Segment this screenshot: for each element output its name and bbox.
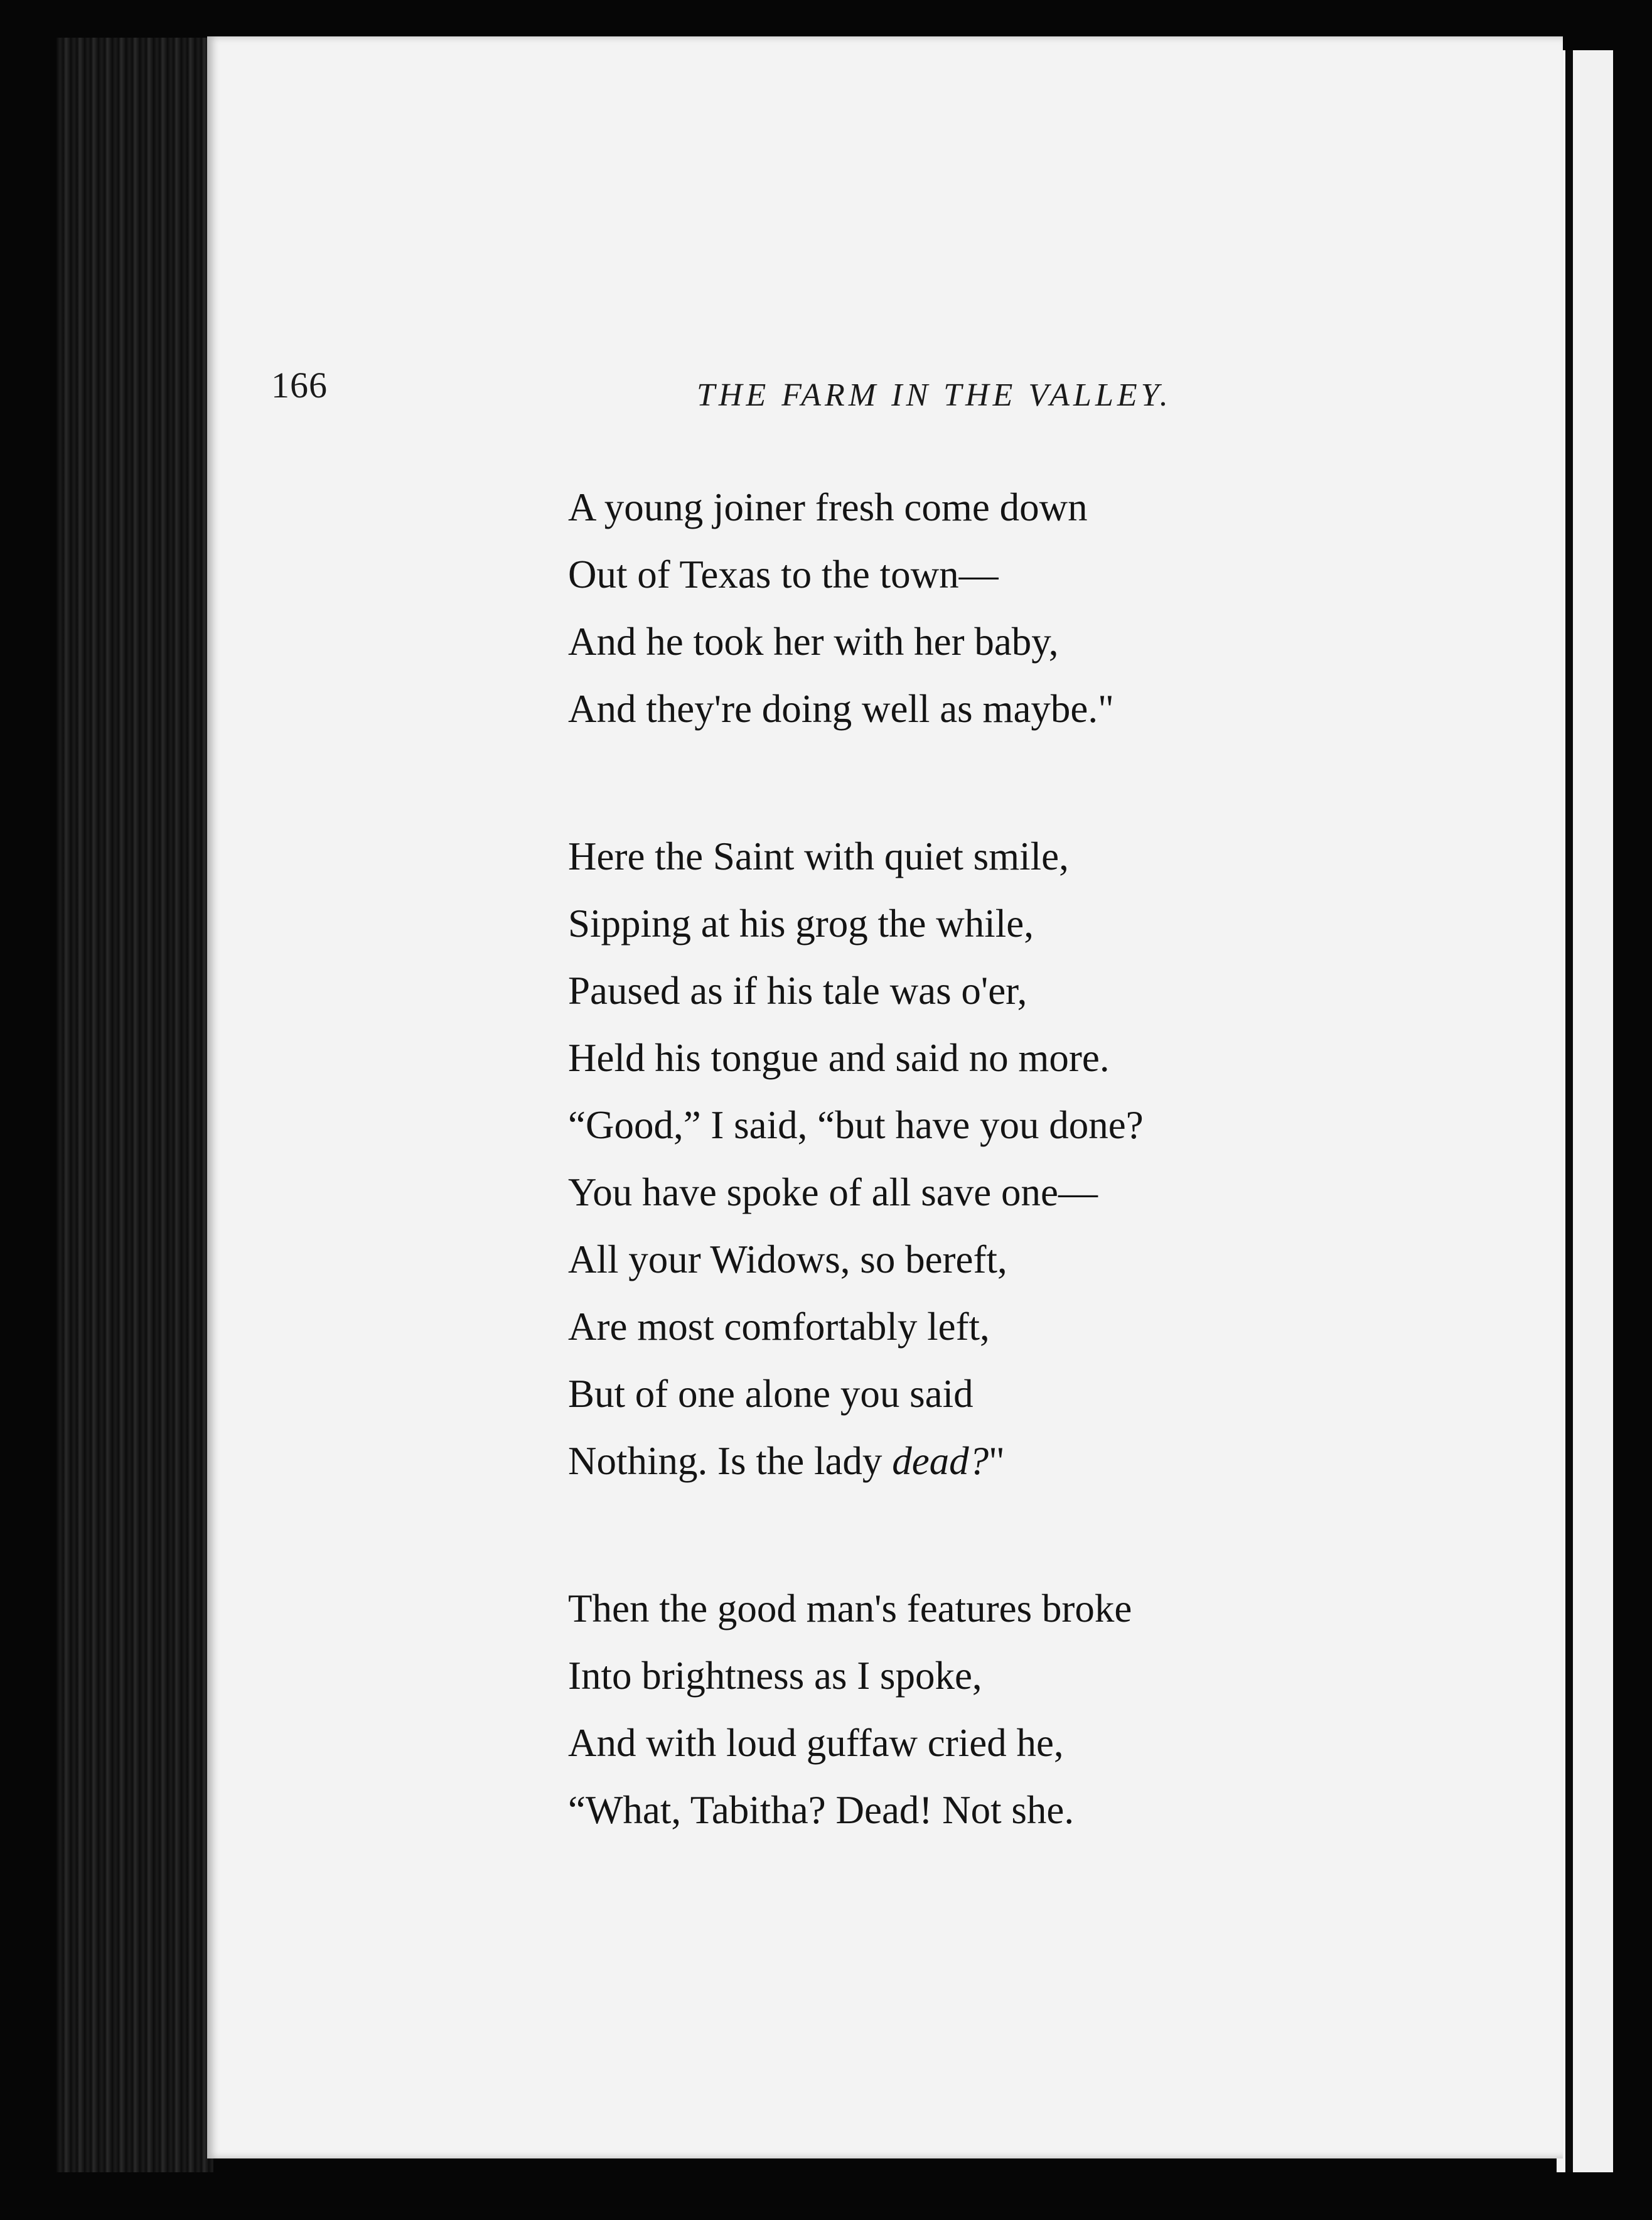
poem-line: You have spoke of all save one— [568, 1170, 1098, 1214]
poem-line: Sipping at his grog the while, [568, 902, 1034, 946]
poem-line: “What, Tabitha? Dead! Not she. [568, 1788, 1075, 1832]
poem-text [568, 474, 1353, 1924]
poem-line: Into brightness as I spoke, [568, 1654, 982, 1698]
poem-line: And with loud guffaw cried he, [568, 1721, 1064, 1765]
poem-line: Held his tongue and said no more. [568, 1036, 1110, 1080]
italic-word: dead? [892, 1439, 989, 1483]
poem-line: Paused as if his tale was o'er, [568, 969, 1027, 1013]
poem-line: But of one alone you said [568, 1372, 973, 1416]
stanza-1 [568, 474, 1353, 743]
poem-line: Then the good man's features broke [568, 1587, 1132, 1630]
poem-line: A young joiner fresh come down [568, 485, 1088, 529]
poem-line-last [568, 1428, 1353, 1495]
poem-line: “Good,” I said, “but have you done? [568, 1103, 1144, 1147]
poem-line: And they're doing well as maybe." [568, 687, 1114, 731]
poem-line: And he took her with her baby, [568, 620, 1059, 664]
line-start: Nothing. Is the lady [568, 1439, 893, 1483]
facing-page-edge [1557, 50, 1613, 2172]
poem-line: Here the Saint with quiet smile, [568, 834, 1069, 878]
stanza-2 [568, 823, 1353, 1495]
stanza-3 [568, 1575, 1353, 1844]
poem-line: Are most comfortably left, [568, 1305, 990, 1349]
running-head: THE FARM IN THE VALLEY. [697, 377, 1172, 413]
poem-line: All your Widows, so bereft, [568, 1237, 1007, 1281]
book-spine [56, 38, 213, 2172]
page-number: 166 [271, 365, 328, 406]
poem-line: Out of Texas to the town— [568, 552, 999, 596]
line-end: " [989, 1439, 1005, 1483]
